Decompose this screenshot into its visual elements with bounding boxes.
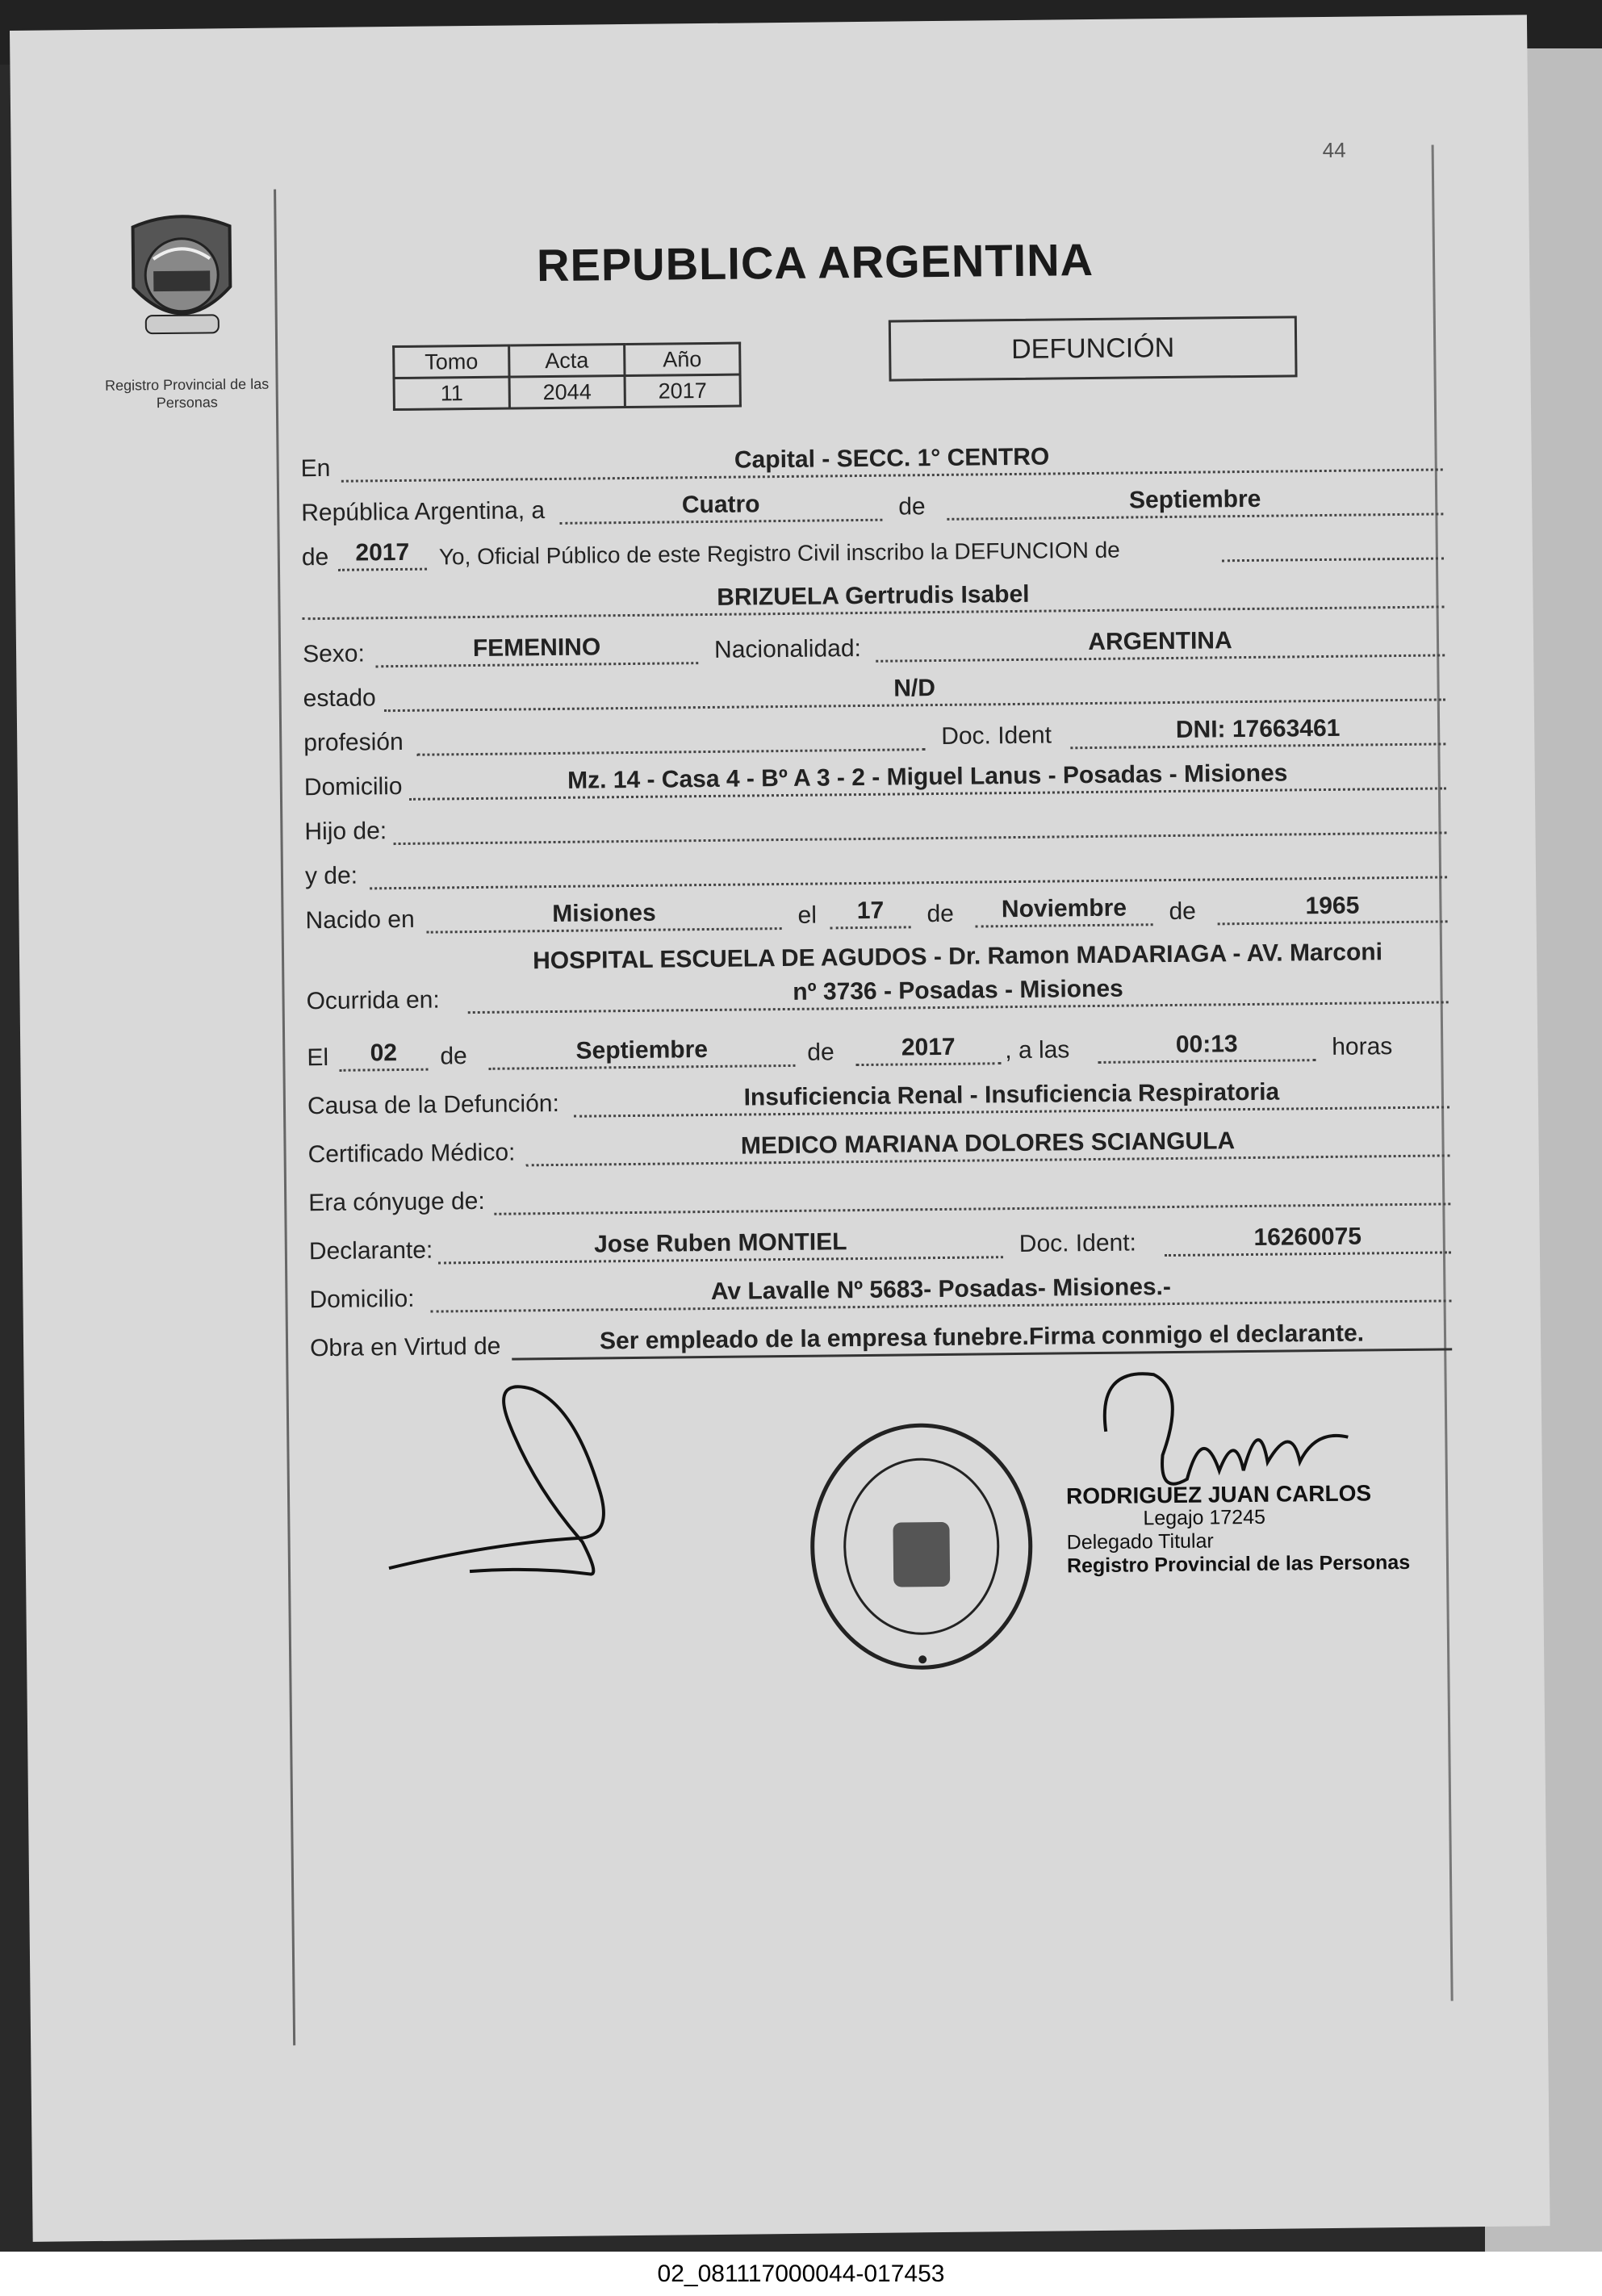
de-label: de (807, 1039, 834, 1066)
nacionalidad-value: ARGENTINA (876, 623, 1445, 662)
de-label: de (301, 543, 329, 571)
nac-mes: Noviembre (975, 893, 1152, 927)
doc2-value: 16260075 (1165, 1220, 1451, 1257)
row-causa (307, 1073, 1449, 1125)
official-name: RODRIGUEZ JUAN CARLOS (1065, 1480, 1372, 1509)
ocurrida-label: Ocurrida en: (306, 986, 440, 1015)
misiones-crest-icon (124, 210, 239, 340)
certificado-value: MEDICO MARIANA DOLORES SCIANGULA (525, 1123, 1449, 1166)
month-word: Septiembre (947, 482, 1443, 520)
dom2-label: Domicilio: (309, 1285, 415, 1314)
def-anio: 2017 (855, 1031, 1001, 1066)
de-label: de (440, 1043, 467, 1070)
row-estado (303, 665, 1445, 717)
nac-dia: 17 (830, 895, 910, 929)
en-value: Capital - SECC. 1° CENTRO (341, 437, 1442, 482)
year-value: 2017 (338, 537, 427, 571)
file-id-label: 02_081117000044-017453 (0, 2252, 1602, 2296)
doc-ident-label: Doc. Ident (941, 721, 1052, 750)
official-org: Registro Provincial de las Personas (1066, 1550, 1411, 1578)
row-domicilio (304, 754, 1446, 806)
en-label: En (300, 454, 331, 483)
row-declarante (309, 1218, 1451, 1270)
de-label: de (926, 900, 955, 928)
def-hora: 00:13 (1098, 1028, 1315, 1064)
profesion-label: profesión (303, 728, 404, 757)
row-hijo (304, 798, 1446, 851)
row-name (302, 572, 1444, 625)
yde-label: y de: (304, 862, 358, 890)
el-label: el (797, 901, 818, 929)
domicilio-label: Domicilio (303, 772, 403, 801)
causa-value: Insuficiencia Renal - Insuficiencia Respiratoria (574, 1075, 1449, 1117)
day-word: Cuatro (559, 488, 882, 525)
official-seal-icon (799, 1416, 1044, 1677)
row-profesion (303, 709, 1445, 762)
margin-line (274, 190, 295, 2046)
doc2-label: Doc. Ident: (1019, 1229, 1137, 1257)
declarant-signature-icon (370, 1372, 647, 1617)
registry-caption: Registro Provincial de las Personas (104, 375, 270, 412)
row-conyuge (308, 1169, 1450, 1222)
row-oficial (302, 524, 1444, 576)
table-header-tomo: Tomo (394, 345, 509, 378)
sexo-value: FEMENINO (375, 631, 698, 667)
estado-label: estado (303, 684, 376, 713)
row-nacido (305, 887, 1447, 939)
de-label: de (898, 493, 926, 521)
horas-label: horas (1332, 1033, 1393, 1060)
row-fecha-defuncion (307, 1024, 1449, 1077)
conyuge-label: Era cónyuge de: (308, 1187, 485, 1217)
deceased-name: BRIZUELA Gertrudis Isabel (302, 575, 1444, 620)
tomo-acta-anio-table (392, 342, 742, 412)
table-header-acta: Acta (509, 345, 625, 377)
page-number: 44 (1322, 137, 1346, 162)
domicilio-value: Mz. 14 - Casa 4 - Bº A 3 - 2 - Miguel Lanus - Posadas - Misiones (409, 756, 1446, 800)
doc-ident-value: DNI: 17663461 (1070, 712, 1445, 749)
certificado-label: Certificado Médico: (307, 1139, 516, 1169)
nacido-lugar: Misiones (426, 897, 781, 934)
declarante-value: Jose Ruben MONTIEL (438, 1225, 1003, 1264)
alas-label: , a las (1005, 1036, 1070, 1064)
dom2-value: Av Lavalle Nº 5683- Posadas- Misiones.- (430, 1269, 1451, 1312)
row-domicilio-declarante (309, 1266, 1451, 1319)
declarante-label: Declarante: (308, 1236, 433, 1265)
hijo-label: Hijo de: (304, 818, 387, 846)
document-type-box: DEFUNCIÓN (889, 316, 1298, 381)
sexo-label: Sexo: (302, 640, 365, 668)
hijo-value (393, 801, 1446, 845)
table-value-acta: 2044 (509, 376, 625, 408)
ocurrida-line-2: nº 3736 - Posadas - Misiones (467, 970, 1448, 1014)
table-value-anio: 2017 (625, 374, 740, 407)
oficial-blank (1222, 526, 1444, 562)
obra-value: Ser empleado de la empresa funebre.Firma conmigo el declarante. (512, 1317, 1452, 1360)
table-header-anio: Año (625, 343, 740, 375)
table-value-tomo: 11 (394, 377, 509, 409)
official-legajo: Legajo 17245 (1143, 1505, 1266, 1530)
obra-label: Obra en Virtud de (309, 1332, 501, 1362)
def-mes: Septiembre (488, 1034, 795, 1070)
row-certificado (307, 1121, 1449, 1173)
row-fecha (301, 479, 1443, 532)
document-title: REPUBLICA ARGENTINA (536, 233, 1094, 291)
nacionalidad-label: Nacionalidad: (713, 634, 862, 663)
causa-label: Causa de la Defunción: (307, 1089, 560, 1120)
def-dia: 02 (339, 1038, 428, 1072)
row-sexo (303, 621, 1445, 673)
oficial-text: Yo, Oficial Público de este Registro Civil inscribo la DEFUNCION de (438, 537, 1120, 570)
row-yde (305, 843, 1447, 895)
row-en (300, 435, 1442, 487)
death-certificate-page (10, 15, 1550, 2242)
yde-value (370, 845, 1447, 889)
official-block (1066, 1481, 1410, 1578)
ocurrida-line-1: HOSPITAL ESCUELA DE AGUDOS - Dr. Ramon MADARIAGA - AV. Marconi (532, 939, 1383, 975)
official-role: Delegado Titular (1066, 1529, 1214, 1554)
de-label: de (1169, 897, 1197, 926)
profesion-value (416, 717, 925, 756)
estado-value: N/D (383, 667, 1445, 712)
conyuge-value (494, 1172, 1450, 1215)
nacido-label: Nacido en (305, 905, 415, 935)
republica-label: República Argentina, a (301, 497, 546, 527)
nac-anio: 1965 (1217, 889, 1447, 925)
el2-label: El (307, 1043, 329, 1072)
